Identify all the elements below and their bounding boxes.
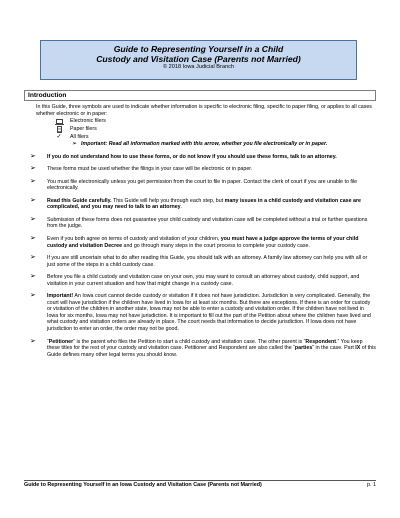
page-footer [24, 482, 376, 488]
document-body [30, 104, 376, 358]
text-run: Read this Guide carefully. [47, 197, 112, 204]
arrow-icon: ➢ [30, 273, 36, 281]
list-item-text [47, 179, 376, 192]
laptop-icon [56, 119, 63, 124]
list-item [30, 293, 376, 332]
text-run: .” You keep these titles for the rest of your custody and visitation case. Petitioner and Respondent are also called the “ [47, 338, 363, 352]
arrow-icon: ➢ [30, 337, 36, 345]
text-run: If you do not understand how to use these forms, or do not know if you should use these forms, talk to an attorney. [47, 153, 337, 160]
symbol-label: Electronic filers [70, 117, 106, 124]
list-item-text [47, 236, 376, 249]
section-heading-introduction: Introduction [24, 90, 376, 101]
text-run: Even if you both agree on terms of custody and visitation of your children, [47, 236, 221, 243]
text-run: ” in the case. Part [312, 345, 356, 352]
arrow-icon: ➢ [72, 141, 78, 148]
text-run: These forms must be used whether the filings in your case will be electronic or in paper. [47, 166, 253, 173]
text-run: you must have a judge approve the terms of your child custody and visitation Decree [47, 236, 359, 249]
list-item-text [47, 274, 376, 287]
text-run: parties [294, 345, 313, 352]
list-item-text [47, 198, 376, 211]
text-run: Petitioner [48, 338, 74, 345]
arrow-icon: ➢ [30, 196, 36, 204]
text-run: This Guide will help you through each step, but [111, 197, 225, 204]
text-run: You must file electronically unless you get permission from the court to file in paper. Contact the clerk of court if you are unable to file electronically. [47, 178, 358, 192]
list-item-text [47, 217, 376, 230]
text-run: IX [355, 345, 361, 352]
list-item [30, 166, 376, 173]
list-item [30, 217, 376, 230]
symbol-row-electronic [54, 117, 376, 125]
list-item [30, 255, 376, 268]
arrow-icon: ➢ [30, 165, 36, 173]
arrow-icon: ➢ [30, 292, 36, 300]
text-run: and go through many steps in the court process to complete your custody case. [122, 242, 310, 249]
symbol-row-paper [54, 125, 376, 133]
arrow-icon: ➢ [30, 177, 36, 185]
list-item-text [47, 154, 376, 161]
list-item [30, 339, 376, 359]
intro-paragraph: In this Guide, three symbols are used to indicate whether information is specific to electronic filing, specific to paper filing, or applies to all cases whether electronic or in paper: [36, 104, 372, 117]
paper-icon [57, 126, 62, 133]
check-icon: ✓ [56, 134, 62, 141]
footer-title: Guide to Representing Yourself in an Iowa Custody and Visitation Case (Parents not Married) [24, 482, 262, 488]
list-item [30, 154, 376, 161]
list-item-text [47, 339, 376, 359]
list-item [30, 198, 376, 211]
text-run: ” is the parent who files the Petition to start a child custody and visitation case. The other parent is “ [73, 338, 306, 345]
page-number: p. 1 [367, 482, 376, 488]
title-line-1: Guide to Representing Yourself in a Child [113, 44, 284, 54]
title-line-2: Custody and Visitation Case (Parents not Married) [96, 54, 301, 64]
text-run: An Iowa court cannot decide custody or visitation if it does not have jurisdiction. Jurisdiction is very complicated. Generally, the court will have jurisdiction if the children have lived in Iowa for at least six months. But there are exceptions. If there is an order for custody or visitation of the children in another state, Iowa may not be able to enter a custody and visitation order. If the children have not lived in Iowa for six months, Iowa may not have jurisdiction. It is important to fill out the part of the Petition about where the children have lived and what custody and visitation orders are already in place. The court needs that information to decide jurisdiction. If Iowa does not have jurisdiction to enter an order, the order may not be good. [47, 293, 371, 333]
text-run: many issues in a child custody and visitation case are complicated, and you may need to talk to an attorney [47, 197, 361, 211]
symbol-label: Paper filers [70, 125, 97, 132]
important-note [72, 141, 376, 148]
important-note-text: Important: Read all information marked with this arrow, whether you file electronically or in paper. [81, 141, 328, 148]
list-item [30, 274, 376, 287]
text-run: If you are still uncertain what to do after reading this Guide, you should talk with an attorney. A family law attorney can help you with all or just some of the steps in a child custody case. [47, 255, 368, 268]
list-item [30, 179, 376, 192]
arrow-icon: ➢ [30, 152, 36, 160]
arrow-icon: ➢ [30, 254, 36, 262]
text-run: of this Guide defines many other legal terms you should know. [47, 345, 376, 358]
list-item [30, 236, 376, 249]
text-run: Respondent [305, 338, 337, 345]
footer-divider [24, 480, 376, 481]
document-title-box [40, 40, 357, 80]
symbol-row-all [54, 133, 376, 141]
text-run: “ [47, 338, 49, 345]
list-item-text [47, 293, 376, 332]
symbol-label: All filers [70, 133, 89, 140]
copyright-notice: © 2018 Iowa Judicial Branch [163, 64, 234, 70]
text-run: Important! [47, 293, 74, 300]
list-item-text [47, 166, 376, 173]
arrow-icon: ➢ [30, 235, 36, 243]
text-run: . [180, 204, 183, 211]
arrow-icon: ➢ [30, 215, 36, 223]
bullet-list [30, 154, 376, 359]
list-item-text [47, 255, 376, 268]
text-run: Before you file a child custody and visitation case on your own, you may want to consult an attorney about custody, child support, and visitation in your current situation and how that might change in a custody case. [47, 274, 360, 287]
text-run: Submission of these forms does not guarantee your child custody and visitation case will be completed without a trial or further questions from the judge. [47, 216, 368, 230]
